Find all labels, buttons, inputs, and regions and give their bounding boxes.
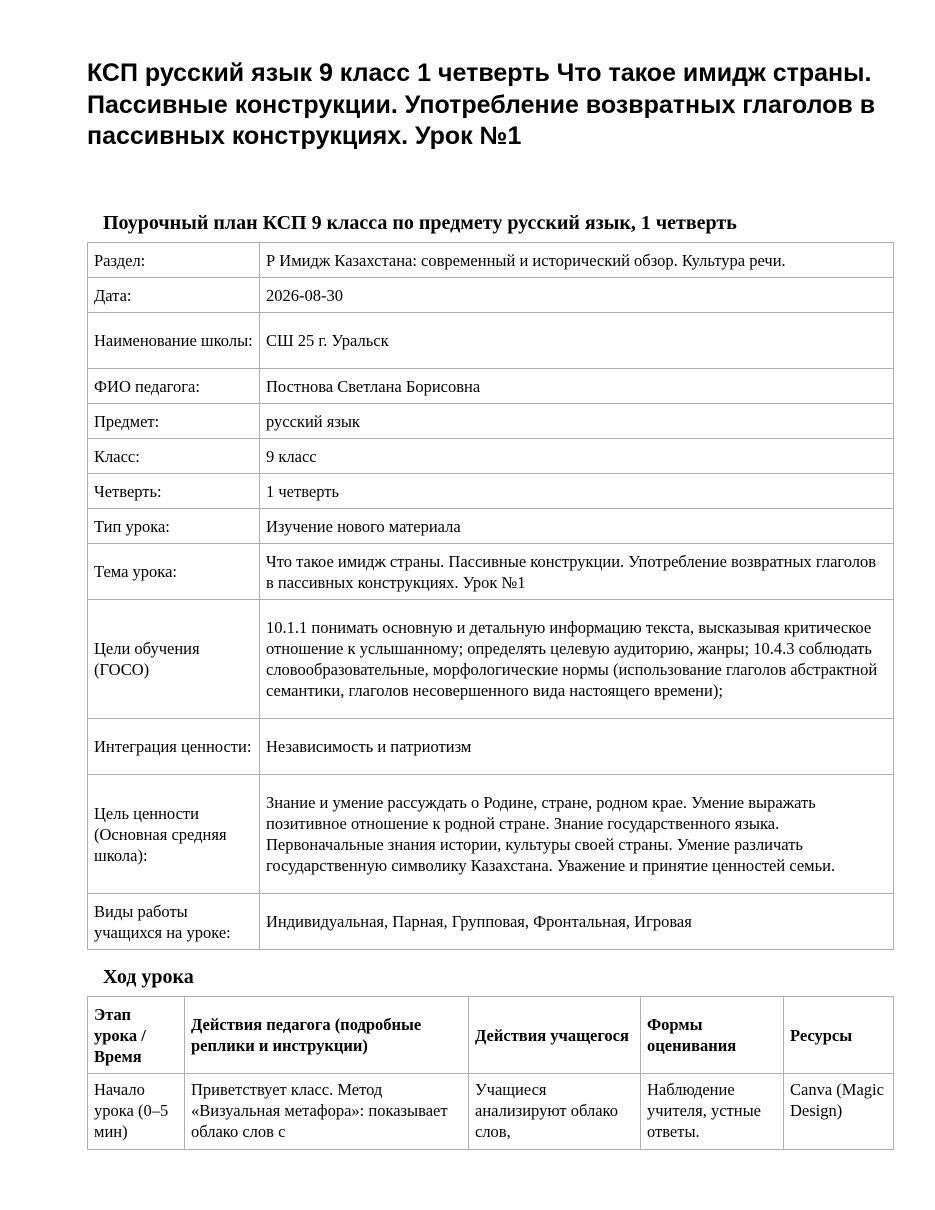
info-value: 1 четверть xyxy=(260,474,894,509)
info-value: 10.1.1 понимать основную и детальную информацию текста, высказывая критическое отношение к услышанному; определять целевую аудиторию, жанры; 10.4.3 соблюдать словообразовательные, морфологические нормы (использование глаголов абстрактной семантики, глаголов несовершенного вида настоящего времени); xyxy=(260,600,894,719)
info-value: Что такое имидж страны. Пассивные конструкции. Употребление возвратных глаголов в пассивных конструкциях. Урок №1 xyxy=(260,544,894,600)
cell-teacher-actions: Приветствует класс. Метод «Визуальная метафора»: показывает облако слов с xyxy=(185,1074,469,1150)
info-row-lesson-type xyxy=(88,509,894,544)
info-value: Р Имидж Казахстана: современный и исторический обзор. Культура речи. xyxy=(260,243,894,278)
info-row-grade xyxy=(88,439,894,474)
cell-student-actions: Учащиеся анализируют облако слов, xyxy=(469,1074,641,1150)
lesson-progress-heading: Ход урока xyxy=(103,966,194,988)
info-value: СШ 25 г. Уральск xyxy=(260,313,894,369)
info-label: Цель ценности (Основная средняя школа): xyxy=(88,775,260,894)
column-header-student-actions: Действия учащегося xyxy=(469,997,641,1074)
table-row xyxy=(88,1074,894,1150)
lesson-info-table xyxy=(87,242,894,950)
info-value: Знание и умение рассуждать о Родине, стране, родном крае. Умение выражать позитивное отношение к родной стране. Знание государственного языка. Первоначальные знания истории, культуры своей страны. Умение различать государственную символику Казахстана. Уважение и принятие ценностей семьи. xyxy=(260,775,894,894)
info-label: Тип урока: xyxy=(88,509,260,544)
info-row-work-types xyxy=(88,894,894,950)
info-label: Цели обучения (ГОСО) xyxy=(88,600,260,719)
info-row-section xyxy=(88,243,894,278)
info-row-topic xyxy=(88,544,894,600)
info-row-teacher xyxy=(88,369,894,404)
document-title: КСП русский язык 9 класс 1 четверть Что такое имидж страны. Пассивные конструкции. Употребление возвратных глаголов в пассивных конструкциях. Урок №1 xyxy=(87,59,876,150)
progress-header-row xyxy=(88,997,894,1074)
column-header-resources: Ресурсы xyxy=(784,997,894,1074)
info-row-quarter xyxy=(88,474,894,509)
column-header-stage: Этап урока / Время xyxy=(88,997,185,1074)
cell-assessment: Наблюдение учителя, устные ответы. xyxy=(641,1074,784,1150)
info-row-learning-goals xyxy=(88,600,894,719)
info-label: Класс: xyxy=(88,439,260,474)
info-label: Тема урока: xyxy=(88,544,260,600)
info-row-school xyxy=(88,313,894,369)
info-value: 9 класс xyxy=(260,439,894,474)
cell-resources: Canva (Magic Design) xyxy=(784,1074,894,1150)
info-label: Раздел: xyxy=(88,243,260,278)
info-label: ФИО педагога: xyxy=(88,369,260,404)
info-label: Наименование школы: xyxy=(88,313,260,369)
lesson-progress-table xyxy=(87,996,894,1150)
info-label: Четверть: xyxy=(88,474,260,509)
info-row-value-goal xyxy=(88,775,894,894)
info-value: русский язык xyxy=(260,404,894,439)
column-header-teacher-actions: Действия педагога (подробные реплики и инструкции) xyxy=(185,997,469,1074)
info-label: Виды работы учащихся на уроке: xyxy=(88,894,260,950)
info-label: Дата: xyxy=(88,278,260,313)
info-label: Предмет: xyxy=(88,404,260,439)
cell-stage: Начало урока (0–5 мин) xyxy=(88,1074,185,1150)
info-value: Независимость и патриотизм xyxy=(260,719,894,775)
plan-heading: Поурочный план КСП 9 класса по предмету русский язык, 1 четверть xyxy=(103,212,737,234)
info-value: Изучение нового материала xyxy=(260,509,894,544)
info-label: Интеграция ценности: xyxy=(88,719,260,775)
info-row-date xyxy=(88,278,894,313)
info-value: Постнова Светлана Борисовна xyxy=(260,369,894,404)
info-row-subject xyxy=(88,404,894,439)
info-value: 2026-08-30 xyxy=(260,278,894,313)
column-header-assessment: Формы оценивания xyxy=(641,997,784,1074)
info-row-values xyxy=(88,719,894,775)
info-value: Индивидуальная, Парная, Групповая, Фронтальная, Игровая xyxy=(260,894,894,950)
